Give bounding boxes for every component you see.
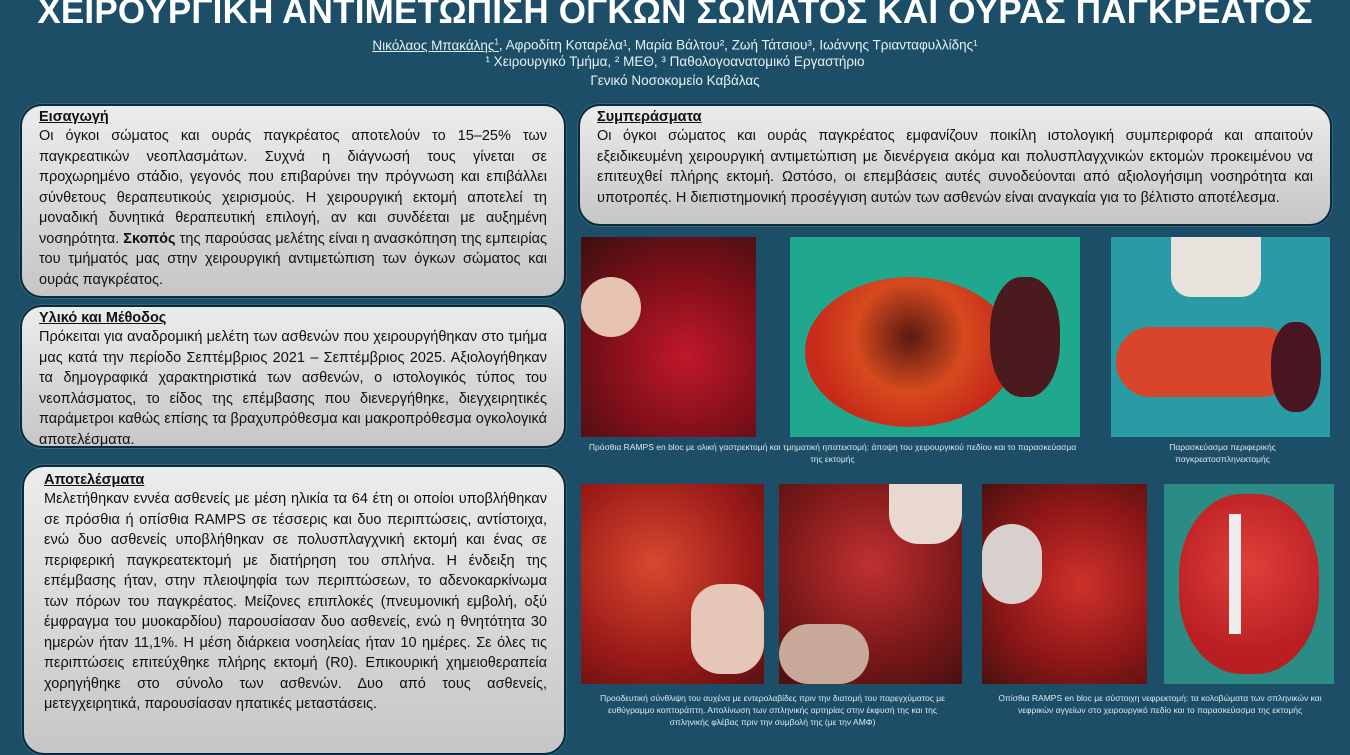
- caption-3: Προοδευτική σύνθλιψη του αυχένα με εντερολαβίδες πριν την διατομή του παρεγχύματος με ευθύγραμμο κοπτοράπτη. Απολίνωση των σπληνικής αρτηρίας στην έκφυσή της και της σπληνικής φλέβας πριν την συμβολή της (με την ΑΜΦ): [600, 693, 945, 727]
- intro-aim-label: Σκοπός: [123, 230, 176, 247]
- presenting-author: [372, 38, 498, 53]
- caption-2: Παρασκεύασμα περιφερικής παγκρεατοσπληνεκτομής: [1169, 442, 1276, 464]
- results-text: Μελετήθηκαν εννέα ασθενείς με μέση ηλικία τα 64 έτη οι οποίοι υποβλήθηκαν σε πρόσθια ή οπίσθια RAMPS σε τέσσερις και δυο περιπτώσεις, αντίστοιχα, ενώ δυο ασθενείς υποβλήθηκαν σε πολυσπλαγχνική εκτομή και ένας σε περιφερική παγκρεατεκτομή με διατήρηση του σπλήνα. Η ένδειξη της επέμβασης ήταν, στην πλειοψηφία των περιπτώσεων, το αδενοκαρκίνωμα των πόρων του παγκρέατος. Μείζονες επιπλοκές (πνευμονική εμβολή, οξύ έμφραγμα του μυοκαρδίου) παρουσίασαν δυο ασθενείς, ενώ η θνητότητα 30 ημερών ήταν 11,1%. Η μέση διάρκεια νοσηλείας ήταν 10 ημέρες. Σε όλες τις περιπτώσεις επιτεύχθηκε πλήρης εκτομή (R0). Επικουρική χημειοθεραπεία χορηγήθηκε στο σύνολο των ασθενών. Δυο από τους ασθενείς, μετεγχειρητικά, παρουσίασαν ηπατικές μεταστάσεις.: [44, 491, 547, 712]
- surgical-photo-1: [581, 237, 756, 437]
- pancreas-specimen: [1116, 327, 1296, 397]
- specimen: [1179, 494, 1319, 674]
- intro-text-b: της παρούσας μελέτης είναι η ανασκόπηση της εμπειρίας του τμήματός μας στην χειρουργική αντιμετώπιση των όγκων σώματος και ουράς παγκρέατος.: [39, 230, 547, 288]
- surgical-photo-2: [581, 484, 764, 684]
- gloved-hand: [691, 584, 764, 674]
- other-authors: , Αφροδίτη Κοταρέλα¹, Μαρία Βάλτου², Ζωή Τάτσιου³, Ιωάννης Τριανταφυλλίδης¹: [498, 37, 978, 53]
- spleen: [1271, 322, 1321, 412]
- specimen-photo-2: [1111, 237, 1330, 437]
- ruler: [1229, 514, 1241, 634]
- conclusions-text: Οι όγκοι σώματος και ουράς παγκρέατος εμφανίζουν ποικίλη ιστολογική συμπεριφορά και απαιτούν εξειδικευμένη χειρουργική αντιμετώπιση με διενέργεια ακόμα και πολυσπλαγχνικών εκτομών προκειμένου να επιτευχθεί πλήρης εκτομή. Ωστόσο, οι επεμβάσεις αυτές συνοδεύονται από αξιολογήσιμη νοσηρότητα και υποτροπές. Η διεπιστημονική προσέγγιση αυτών των ασθενών είναι αναγκαία για το βέλτιστο αποτέλεσμα.: [597, 128, 1313, 206]
- gloved-hand: [779, 624, 869, 684]
- caption-4: Οπίσθια RAMPS en bloc με σύστοιχη νεφρεκτομή: τα κολοβώματα των σπληνικών και νεφρικών αγγείων στο χειρουργικό πεδίο και το παρασκεύασμα της εκτομής: [998, 693, 1322, 715]
- methods-text: Πρόκειται για αναδρομική μελέτη των ασθενών που χειρουργήθηκαν στο τμήμα μας κατά την περίοδο Σεπτέμβριος 2021 – Σεπτέμβριος 2025. Αξιολογήθηκαν τα δημογραφικά χαρακτηριστικά των ασθενών, ο ιστολογικός τύπος του νεοπλάσματος, το είδος της επέμβασης που διενεργήθηκε, διεγχειρητικές παράμετροι καθώς επίσης τα βραχυπρόθεσμα και μακροπρόθεσμα ογκολογικά αποτελέσματα.: [39, 329, 547, 448]
- methods-box: [20, 305, 566, 448]
- intro-text: [39, 126, 547, 290]
- gloved-hand: [982, 524, 1042, 604]
- affiliations: ¹ Χειρουργικό Τμήμα, ² ΜΕΘ, ³ Παθολογοανατομικό Εργαστήριο: [485, 54, 865, 69]
- poster-title: ΧΕΙΡΟΥΡΓΙΚΗ ΑΝΤΙΜΕΤΩΠΙΣΗ ΟΓΚΩΝ ΣΩΜΑΤΟΣ ΚΑΙ ΟΥΡΑΣ ΠΑΓΚΡΕΑΤΟΣ: [37, 0, 1313, 31]
- gloved-hand: [889, 484, 962, 544]
- intro-heading: Εισαγωγή: [39, 109, 109, 125]
- caption-1: Πρόσθια RAMPS en bloc με ολική γαστρεκτομή και τμηματική ηπατεκτομή: άποψη του χειρουργικού πεδίου και το παρασκεύασμα της εκτομής: [588, 442, 1077, 464]
- conclusions-heading: Συμπεράσματα: [597, 109, 702, 125]
- specimen-photo-1: [790, 237, 1080, 437]
- authors: [0, 37, 1350, 53]
- ruler-container: [1171, 237, 1261, 297]
- conclusions-box: [578, 104, 1332, 226]
- gloved-hand: [581, 277, 641, 337]
- results-box: [22, 465, 566, 755]
- specimen-photo-3: [1164, 484, 1334, 684]
- hospital: Γενικό Νοσοκομείο Καβάλας: [590, 73, 760, 88]
- methods-heading: Υλικό και Μέθοδος: [39, 310, 167, 326]
- specimen: [805, 277, 1015, 427]
- intro-box: [20, 104, 566, 298]
- results-heading: Αποτελέσματα: [44, 472, 145, 488]
- presenting-author-name: Νικόλαος Μπακάλης: [372, 37, 495, 53]
- intro-text-a: Οι όγκοι σώματος και ουράς παγκρέατος αποτελούν το 15–25% των παγκρεατικών νεοπλασμάτων. Συχνά η διάγνωσή τους γίνεται σε προχωρημένο στάδιο, γεγονός που επιβαρύνει την πρόγνωση και επιβάλλει σύνθετους θεραπευτικούς χειρισμούς. Η χειρουργική εκτομή αποτελεί τη μοναδική δυνητικά θεραπευτική επιλογή, αν και συνδέεται με αυξημένη νοσηρότητα.: [39, 128, 547, 247]
- author-sup: 1: [494, 37, 499, 46]
- surgical-photo-4: [982, 484, 1147, 684]
- spleen: [990, 277, 1060, 397]
- surgical-photo-3: [779, 484, 962, 684]
